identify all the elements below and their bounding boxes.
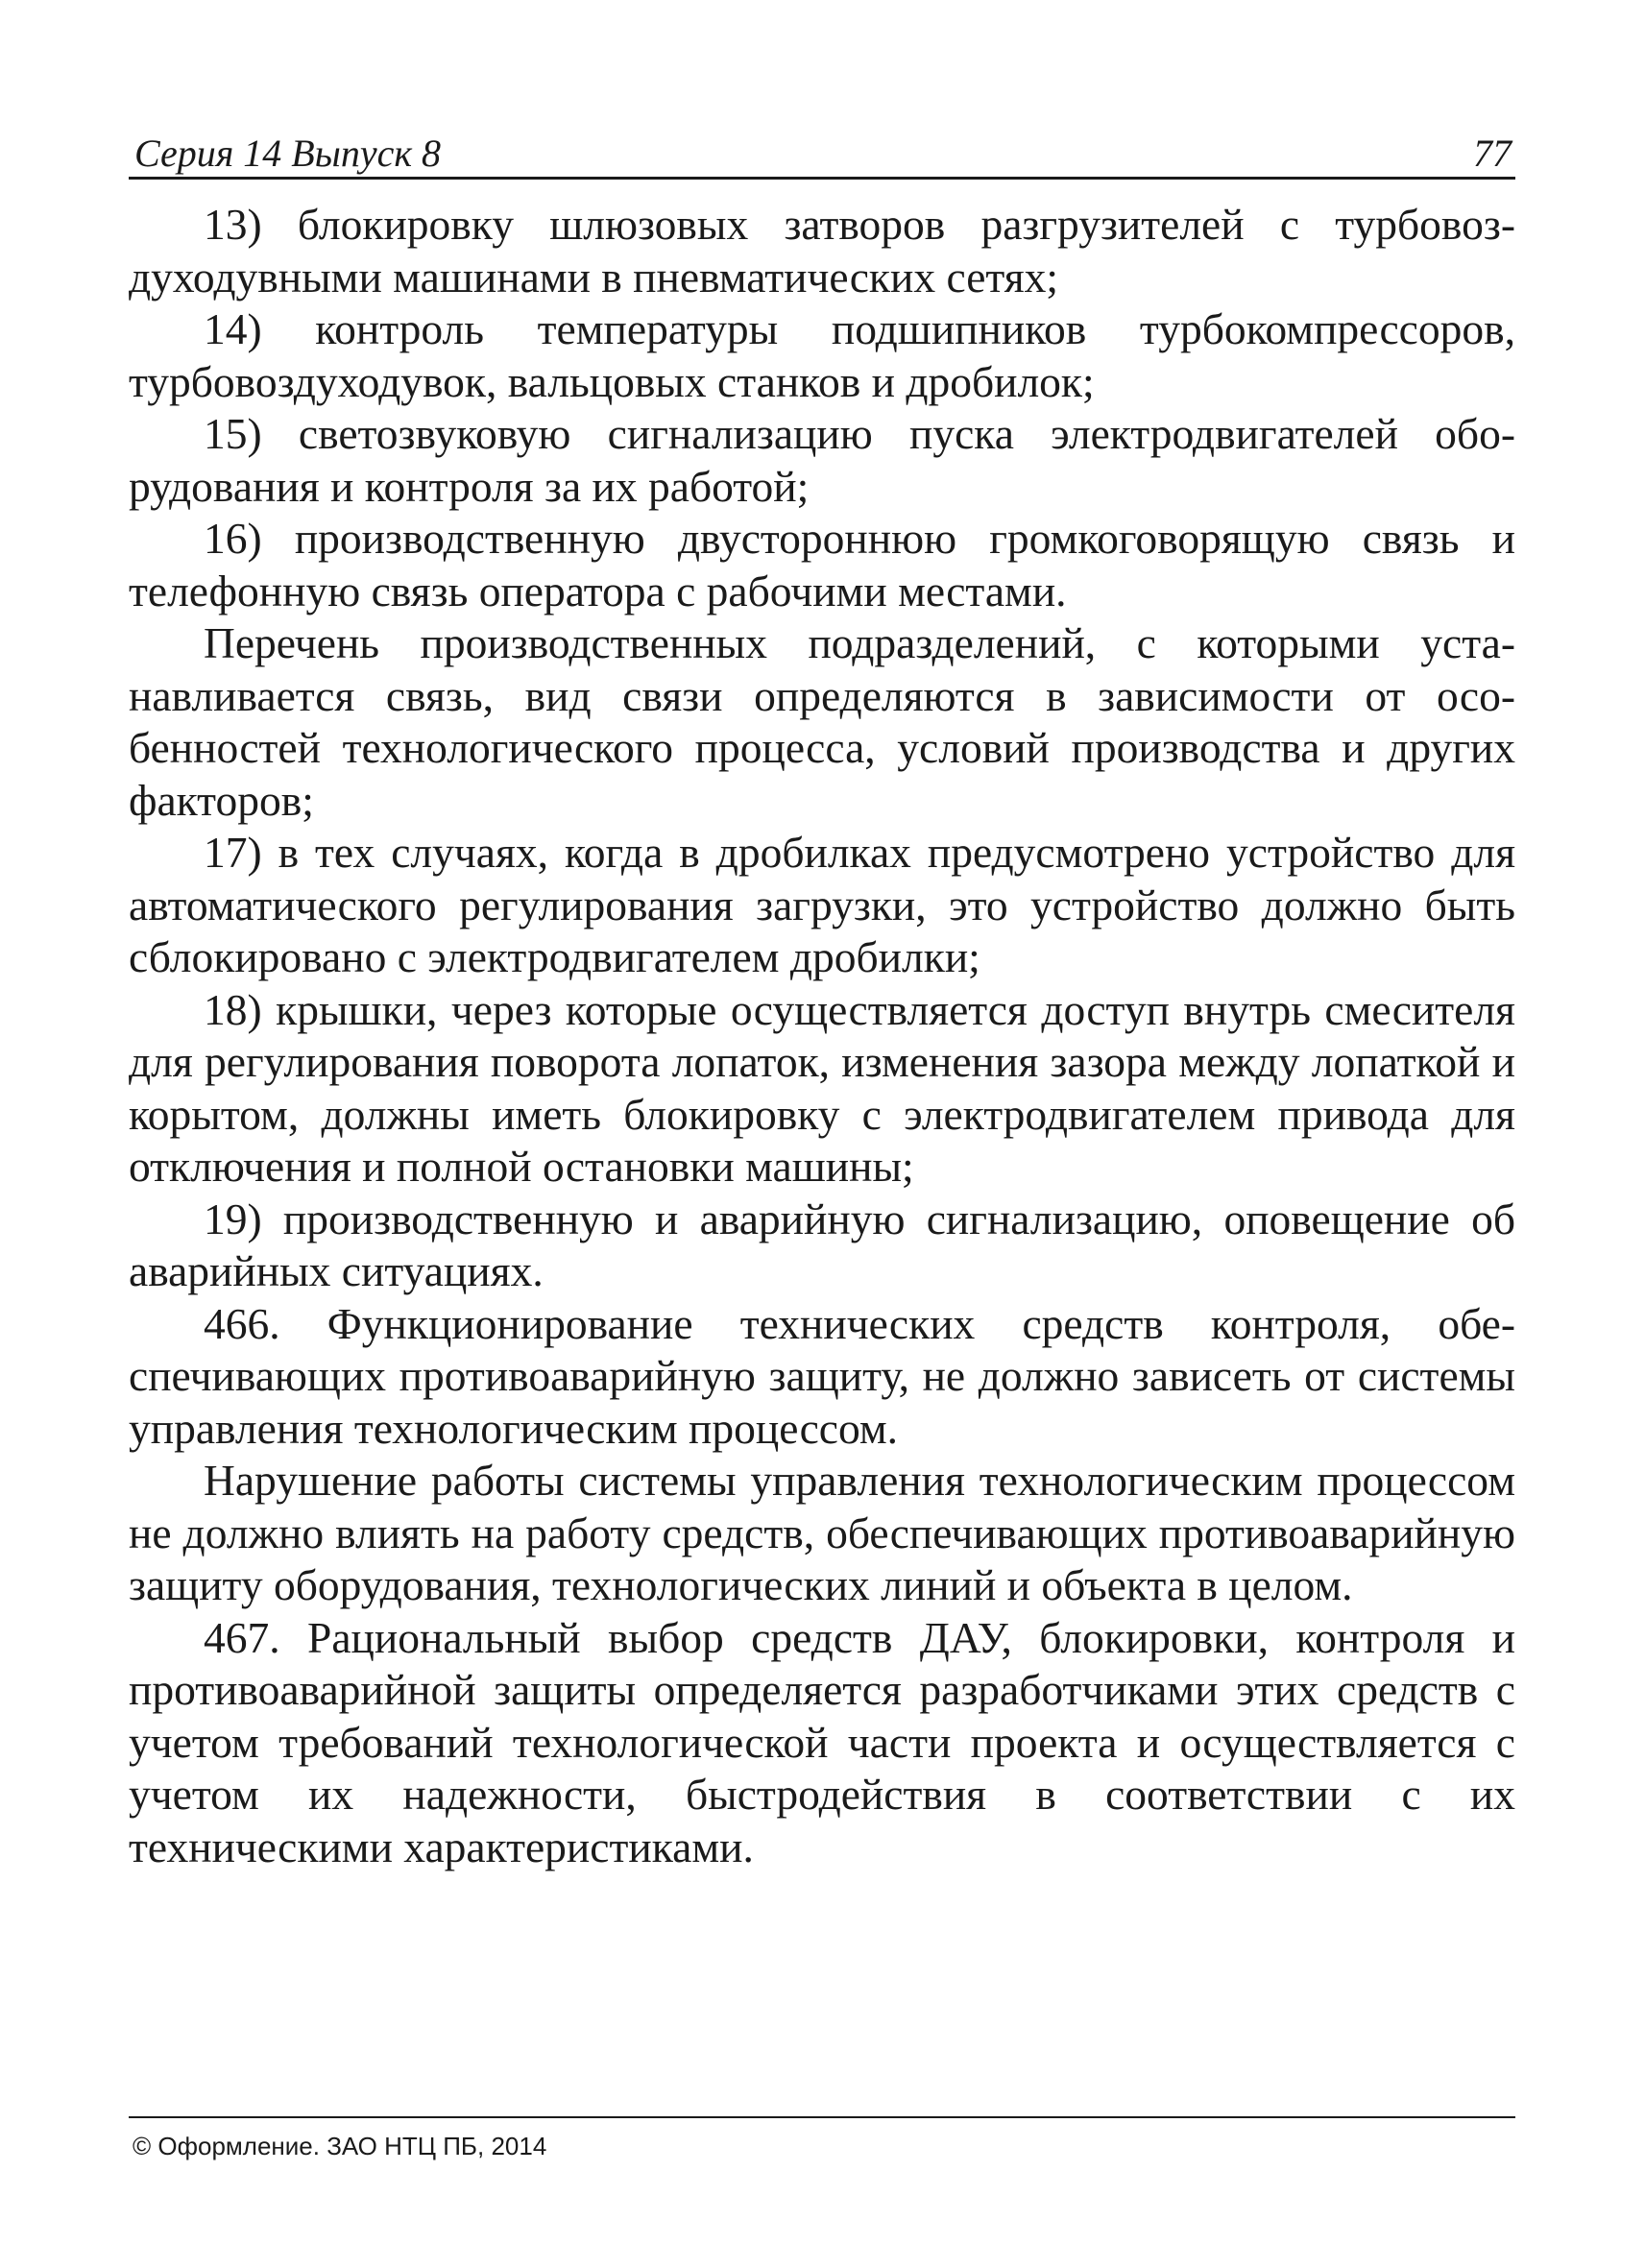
- paragraph: 18) крышки, через которые осуществляется доступ внутрь смесителя для регулирования поворота лопаток, изменения зазора между лопаткой и корытом, должны иметь блокировку с электродвигателем привода для отключения и полной остановки машины;: [129, 984, 1515, 1191]
- paragraph: 15) светозвуковую сигнализацию пуска электродвигателей оборудования и контроля за их работой;: [129, 409, 1515, 511]
- page-footer: [129, 2116, 1515, 2160]
- paragraph: Перечень производственных подразделений, с которыми устанавливается связь, вид связи определяются в зависимости от особенностей технологического процесса, условий производства и других факторов;: [129, 618, 1515, 825]
- page-number: 77: [1473, 132, 1512, 175]
- paragraph: 466. Функционирование технических средств контроля, обеспечивающих противоаварийную защиту, не должно зависеть от системы управления технологическим процессом.: [129, 1298, 1515, 1453]
- paragraph: Нарушение работы системы управления технологическим процессом не должно влиять на работу средств, обеспечивающих противоаварийную защиту оборудования, технологических линий и объекта в целом.: [129, 1456, 1515, 1609]
- paragraph: 19) производственную и аварийную сигнализацию, оповещение об аварийных ситуациях.: [129, 1194, 1515, 1295]
- copyright-notice: © Оформление. ЗАО НТЦ ПБ, 2014: [133, 2132, 547, 2160]
- paragraph: 467. Рациональный выбор средств ДАУ, блокировки, контроля и противоаварийной защиты определяется разработчиками этих средств с учетом требований технологической части проекта и осуществляется с учетом их надежности, быстродействия в соответствии с их техническими характеристиками.: [129, 1612, 1515, 1871]
- paragraph: 14) контроль температуры подшипников турбокомпрессоров, турбовоздуходувок, вальцовых станков и дробилок;: [129, 304, 1515, 406]
- page-header: [129, 123, 1515, 180]
- paragraph: 17) в тех случаях, когда в дробилках предусмотрено устройство для автоматического регулирования загрузки, это устройство должно быть сблокировано с электродвигателем дробилки;: [129, 828, 1515, 981]
- paragraph: 13) блокировку шлюзовых затворов разгрузителей с турбовоздуходувными машинами в пневматических сетях;: [129, 200, 1515, 302]
- series-title: Серия 14 Выпуск 8: [134, 132, 442, 175]
- document-body: [129, 199, 1515, 1873]
- paragraph: 16) производственную двустороннюю громкоговорящую связь и телефонную связь оператора с рабочими местами.: [129, 514, 1515, 615]
